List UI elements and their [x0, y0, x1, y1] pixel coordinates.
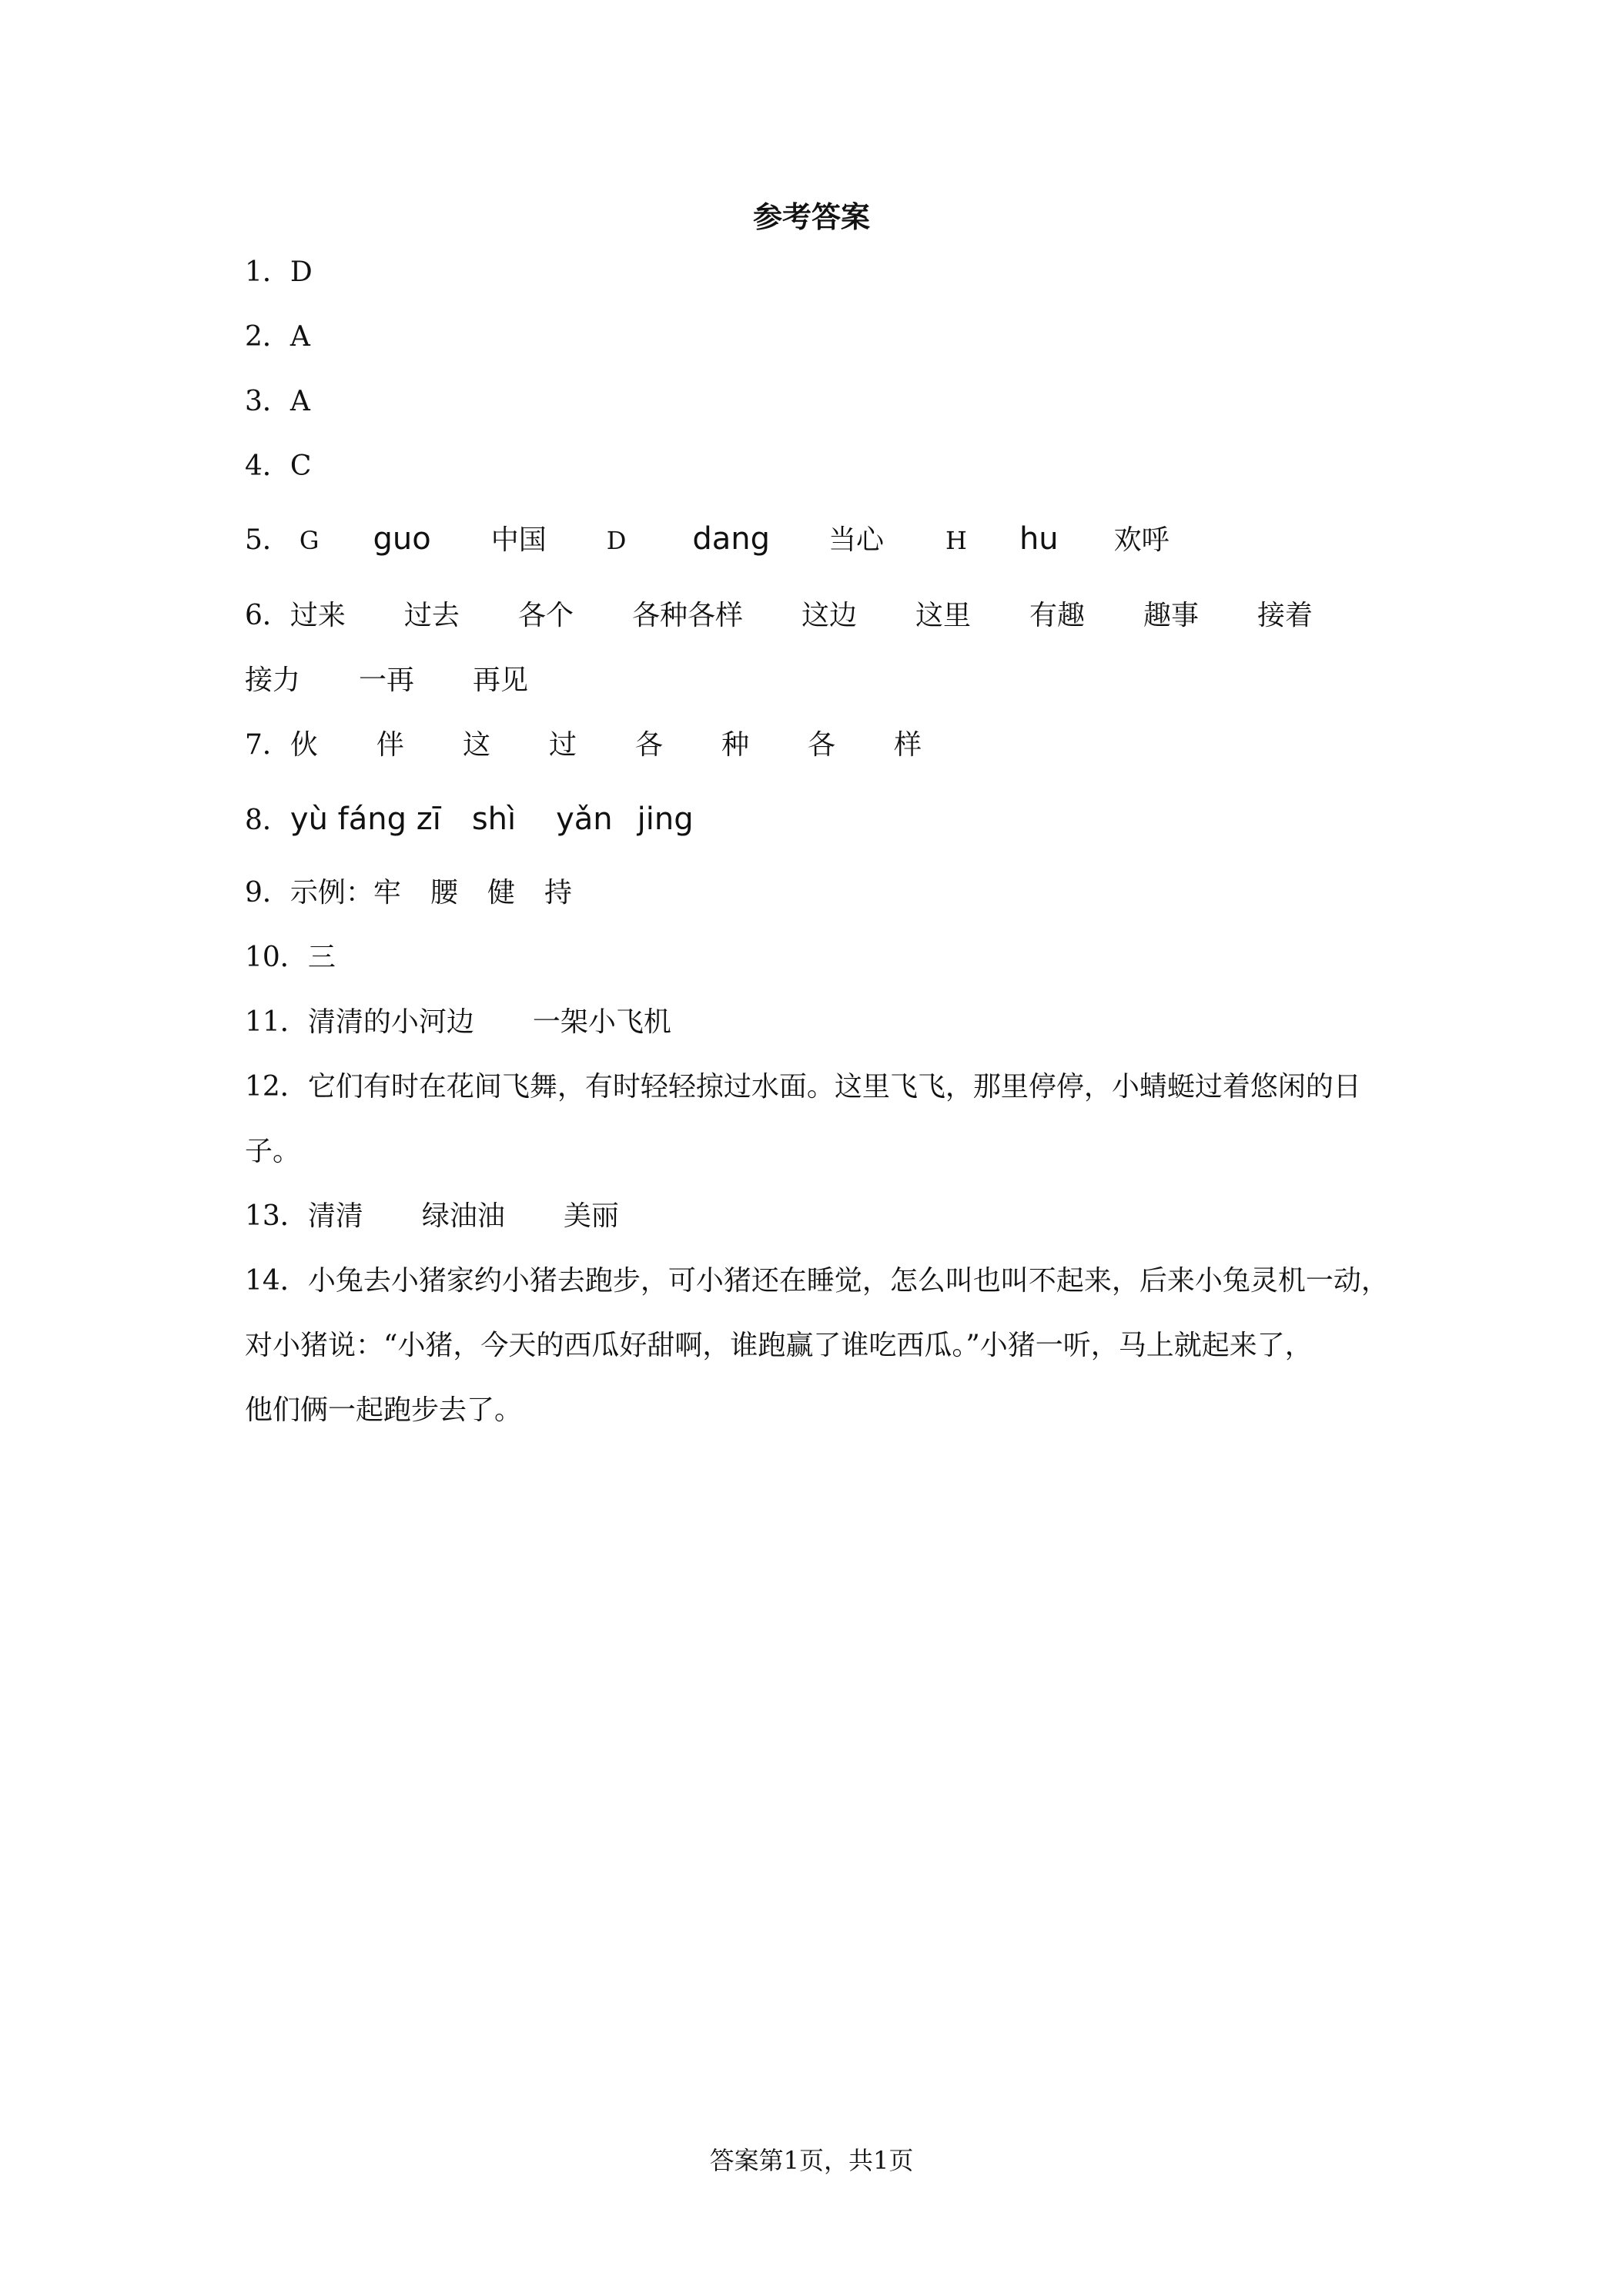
answer-9	[245, 875, 1400, 912]
answer-item: 各种各样	[631, 600, 743, 631]
page-footer: 答案第1页，共1页	[709, 2146, 914, 2175]
answer-item: 持	[544, 877, 572, 909]
answer-item: 样	[894, 729, 922, 761]
answer-item: 当心	[828, 524, 885, 556]
answer-text: 它们有时在花间飞舞，有时轻轻掠过水面。这里飞飞，那里停停，小蜻蜓过着悠闲的日	[307, 1071, 1361, 1103]
answer-prefix: 示例：	[289, 877, 373, 909]
answer-item: 清清	[307, 1200, 363, 1232]
answer-8	[245, 801, 1400, 839]
answer-text: 他们俩一起跑步去了。	[245, 1394, 523, 1426]
answer-item: 过	[548, 729, 577, 761]
answer-text: A	[289, 386, 310, 417]
answer-item: 伙	[289, 729, 318, 761]
answer-item: 过去	[403, 600, 460, 631]
answer-14	[245, 1263, 1400, 1300]
answer-item: dang	[692, 521, 771, 557]
answer-text: 子。	[245, 1136, 301, 1167]
answer-text: 三	[307, 942, 336, 973]
answer-13	[245, 1198, 1400, 1235]
answer-item: yù fáng zī	[289, 802, 441, 837]
answer-item: 再见	[473, 664, 529, 696]
answer-item: 绿油油	[421, 1200, 505, 1232]
answer-item: 这边	[801, 600, 857, 631]
answer-item: 接力	[245, 664, 301, 696]
answer-item: 中国	[490, 524, 547, 556]
answer-item: 这	[462, 729, 490, 761]
answer-item: 种	[721, 729, 749, 761]
answer-item: 各	[808, 729, 836, 761]
answer-item: D	[606, 526, 627, 555]
answer-number: 12．	[245, 1071, 308, 1103]
answer-14-continued	[245, 1392, 1400, 1429]
answer-12-continued	[245, 1133, 1400, 1170]
answer-item: 伴	[376, 729, 404, 761]
answer-item: 各	[634, 729, 663, 761]
answer-number: 11．	[245, 1006, 308, 1038]
answer-text: 对小猪说：“小猪，今天的西瓜好甜啊，谁跑赢了谁吃西瓜。”小猪一听，马上就起来了，	[245, 1330, 1313, 1361]
answer-text: D	[289, 256, 313, 288]
answer-item: 这里	[915, 600, 971, 631]
answer-number: 6．	[245, 600, 290, 631]
answer-item: G	[299, 526, 320, 555]
answer-number: 5．	[245, 524, 290, 556]
answer-item: 一再	[359, 664, 415, 696]
answer-number: 4．	[245, 450, 290, 482]
answer-item: H	[945, 526, 967, 555]
answer-number: 8．	[245, 805, 290, 836]
answer-5	[245, 520, 1400, 559]
answer-12	[245, 1069, 1400, 1106]
answer-11	[245, 1004, 1400, 1041]
answer-item: 美丽	[563, 1200, 619, 1232]
answer-number: 3．	[245, 386, 290, 417]
answer-item: 一架小飞机	[532, 1006, 671, 1038]
answer-10	[245, 939, 1400, 976]
answer-item: 欢呼	[1113, 524, 1170, 556]
answer-item: 牢	[373, 877, 401, 909]
answer-item: yǎn	[556, 802, 613, 837]
answer-item: shì	[471, 802, 517, 837]
answer-item: 健	[487, 877, 515, 909]
answer-item: 腰	[430, 877, 458, 909]
answer-text: C	[289, 450, 312, 482]
answer-number: 9．	[245, 877, 290, 909]
answer-item: hu	[1019, 521, 1059, 557]
answer-item: 各个	[517, 600, 574, 631]
answer-2	[245, 319, 1400, 356]
answer-14-continued	[245, 1327, 1400, 1364]
answer-item: 过来	[289, 600, 346, 631]
answer-number: 1．	[245, 256, 290, 288]
page-title: 参考答案	[752, 199, 870, 234]
answer-6-continued	[245, 662, 1400, 699]
answer-item: 有趣	[1029, 600, 1086, 631]
answer-4	[245, 448, 1400, 485]
answer-item: guo	[373, 521, 431, 557]
answer-number: 14．	[245, 1265, 308, 1297]
answer-number: 7．	[245, 729, 290, 761]
answer-item: 接着	[1257, 600, 1313, 631]
answer-number: 13．	[245, 1200, 308, 1232]
answer-text: 小兔去小猪家约小猪去跑步，可小猪还在睡觉，怎么叫也叫不起来，后来小兔灵机一动，	[307, 1265, 1389, 1297]
answer-7	[245, 727, 1400, 764]
answer-1	[245, 254, 1400, 291]
answer-item: jing	[637, 802, 694, 837]
answer-number: 10．	[245, 942, 308, 973]
answer-item: 清清的小河边	[307, 1006, 474, 1038]
answer-6	[245, 597, 1400, 634]
answer-item: 趣事	[1143, 600, 1200, 631]
answer-number: 2．	[245, 321, 290, 353]
answer-text: A	[289, 321, 310, 353]
answer-3	[245, 383, 1400, 420]
